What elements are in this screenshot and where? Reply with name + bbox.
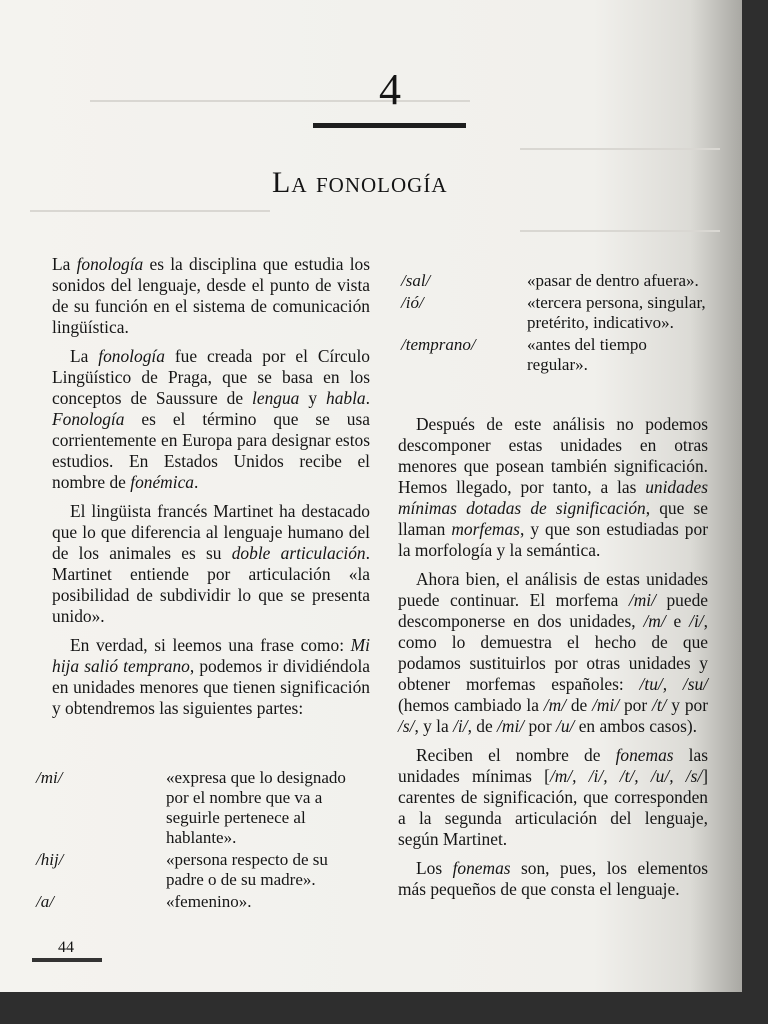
text: son, pues, los elementos más pequeños de que consta el lenguaje.	[398, 858, 709, 899]
paragraph	[398, 858, 708, 900]
term: /mi/	[592, 695, 620, 715]
text: Ahora bien, el análisis de estas unidades puede continuar. El morfema	[398, 569, 708, 610]
term: Fonología	[52, 409, 125, 429]
morpheme-gloss: «pasar de dentro afuera».	[527, 271, 699, 290]
text: El lingüista francés Martinet ha destacado que lo que diferencia al lenguaje humano del de los animales es su	[52, 501, 370, 563]
morpheme-term: /hij/	[36, 850, 64, 869]
text: , podemos ir dividiéndola en unidades menores que tienen significación y obtendremos las siguientes partes:	[52, 656, 370, 718]
term: fonemas	[452, 858, 511, 878]
text: .	[365, 388, 370, 408]
text: por	[619, 695, 652, 715]
text: fue creada por el Círculo Lingüístico de Praga, que se basa en los conceptos de Saussure de	[52, 346, 370, 408]
text: Después de este análisis no podemos descomponer estas unidades en otras menores que posean también significación. Hemos llegado, por tanto, a las	[398, 414, 708, 497]
text: (hemos cambiado la	[398, 695, 544, 715]
text: La	[70, 346, 99, 366]
morpheme-gloss: «expresa que lo designado por el nombre que va a seguirle pertenece al hablante».	[166, 768, 346, 847]
text: por	[524, 716, 556, 736]
paragraph	[52, 346, 370, 493]
page-number: 44	[58, 939, 74, 956]
left-column	[52, 254, 370, 727]
term: fonología	[76, 254, 144, 274]
paragraph	[398, 414, 708, 561]
bleed-through-line	[520, 148, 720, 150]
term: /tu/, /su/	[639, 674, 708, 694]
paragraph	[52, 501, 370, 627]
bleed-through-line	[520, 230, 720, 232]
chapter-rule	[313, 123, 466, 128]
term: Mi hija salió temprano	[52, 635, 370, 676]
paragraph	[52, 635, 370, 719]
morpheme-term: /sal/	[401, 271, 431, 290]
term: fonología	[98, 346, 165, 366]
morpheme-list-left	[36, 768, 366, 912]
text: . Martinet entiende por articulación «la posibilidad de subdividir lo que se presenta unido».	[52, 543, 370, 626]
morpheme-entry	[401, 335, 711, 375]
term: doble articulación	[231, 543, 366, 563]
morpheme-gloss: «antes del tiempo regular».	[527, 335, 647, 374]
text: Los	[416, 858, 453, 878]
text: y	[299, 388, 327, 408]
text: ] carentes de significación, que corresponden a la segunda articulación del lenguaje, según Martinet.	[398, 766, 708, 849]
morpheme-entry	[36, 892, 366, 912]
term: /i/	[689, 611, 704, 631]
morpheme-entry	[401, 271, 711, 291]
morpheme-entry	[401, 293, 711, 333]
term: /mi/	[628, 590, 656, 610]
term: /m/	[643, 611, 666, 631]
paragraph	[398, 745, 708, 850]
morpheme-gloss: «femenino».	[166, 892, 252, 911]
term: habla	[326, 388, 366, 408]
morpheme-entry	[36, 768, 366, 848]
page-number-rule	[32, 958, 102, 962]
text: y por	[666, 695, 708, 715]
morpheme-entry	[36, 850, 366, 890]
text: puede descomponerse en dos unidades,	[398, 590, 708, 631]
morpheme-term: /mi/	[36, 768, 63, 787]
text: en ambos casos).	[574, 716, 698, 736]
term: /mi/	[497, 716, 525, 736]
term: /m/, /i/, /t/, /u/, /s/	[549, 766, 703, 786]
text: , que se llaman	[398, 498, 708, 539]
term: /i/	[453, 716, 468, 736]
text: , y que son estudiadas por la morfología y la semántica.	[398, 519, 708, 560]
paragraph	[398, 569, 708, 737]
right-column	[398, 414, 708, 908]
paragraph	[52, 254, 370, 338]
morpheme-gloss: «persona respecto de su padre o de su madre».	[166, 850, 328, 889]
term: /s/	[398, 716, 415, 736]
term: /m/	[543, 695, 567, 715]
text: las unidades mínimas [	[398, 745, 708, 786]
term: lengua	[252, 388, 300, 408]
text: , como lo demuestra el hecho de que podamos sustituirlos por otras unidades y obtener morfemas españoles:	[398, 611, 708, 694]
text: Reciben el nombre de	[416, 745, 616, 765]
term: /u/	[556, 716, 575, 736]
term: unidades mínimas dotadas de significación	[398, 477, 708, 518]
morpheme-term: /a/	[36, 892, 54, 911]
text: e	[665, 611, 690, 631]
text: de	[566, 695, 593, 715]
text: La	[52, 254, 77, 274]
text: .	[193, 472, 199, 492]
morpheme-term: /temprano/	[401, 335, 476, 354]
text: , y la	[414, 716, 454, 736]
term: fonemas	[615, 745, 674, 765]
term: morfemas	[451, 519, 520, 539]
text: En verdad, si leemos una frase como:	[70, 635, 351, 655]
chapter-number: 4	[379, 65, 401, 114]
morpheme-gloss: «tercera persona, singular, pretérito, indicativo».	[527, 293, 706, 332]
term: /t/	[651, 695, 667, 715]
text: es el término que se usa corrientemente en Europa para designar estos estudios. En Estados Unidos recibe el nombre de	[52, 409, 370, 492]
bleed-through-line	[30, 210, 270, 212]
text: , de	[467, 716, 498, 736]
chapter-title: La fonología	[272, 166, 448, 199]
text: es la disciplina que estudia los sonidos del lenguaje, desde el punto de vista de su función en el sistema de comunicación lingüística.	[52, 254, 370, 337]
term: fonémica	[130, 472, 194, 492]
morpheme-list-right	[401, 271, 711, 375]
morpheme-term: /ió/	[401, 293, 424, 312]
